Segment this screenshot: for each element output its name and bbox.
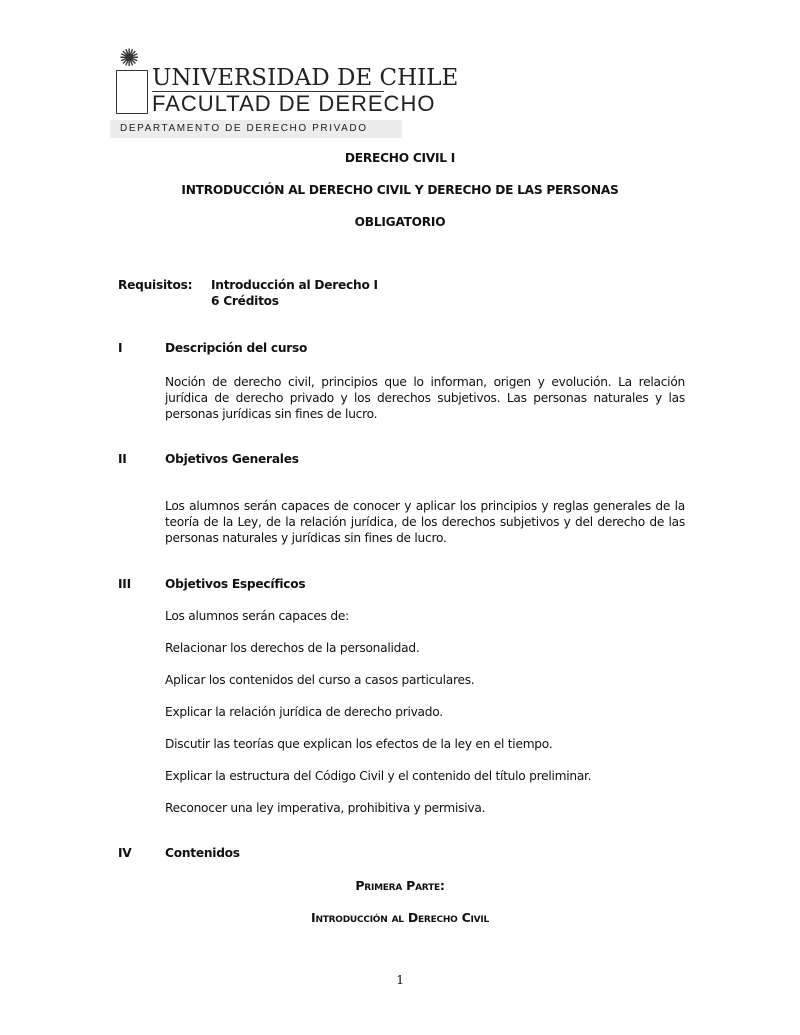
requisitos-credits: 6 Créditos <box>211 294 279 308</box>
part-title: Introducción al Derecho Civil <box>311 910 489 925</box>
requisitos-label: Requisitos: <box>118 278 193 292</box>
list-item: Discutir las teorías que explican los efectos de la ley en el tiempo. <box>165 737 553 751</box>
faculty-name: FACULTAD DE DERECHO <box>152 91 436 116</box>
page-number: 1 <box>396 973 404 987</box>
section-number: III <box>118 577 131 591</box>
section-title: Contenidos <box>165 846 240 860</box>
section-number: II <box>118 452 127 466</box>
part-label: Primera Parte: <box>355 878 445 893</box>
department-name: DEPARTAMENTO DE DERECHO PRIVADO <box>110 120 402 138</box>
section-text: Noción de derecho civil, principios que lo informan, origen y evolución. La relación jurídica de derecho privado y los derechos subjetivos. Las personas naturales y las personas jurídicas sin fines de lucro. <box>165 375 685 421</box>
list-item: Relacionar los derechos de la personalidad. <box>165 641 420 655</box>
course-type: OBLIGATORIO <box>354 215 446 229</box>
list-item: Aplicar los contenidos del curso a casos particulares. <box>165 673 475 687</box>
section-number: I <box>118 341 123 355</box>
university-crest-icon <box>116 70 148 114</box>
section-title: Objetivos Generales <box>165 452 299 466</box>
list-item: Los alumnos serán capaces de: <box>165 609 349 623</box>
section-title: Descripción del curso <box>165 341 308 355</box>
logo-star-icon: ✺ <box>119 44 139 72</box>
list-item: Explicar la relación jurídica de derecho privado. <box>165 705 443 719</box>
requisitos-course: Introducción al Derecho I <box>211 278 378 292</box>
list-item: Explicar la estructura del Código Civil y el contenido del título preliminar. <box>165 769 592 783</box>
section-title: Objetivos Específicos <box>165 577 306 591</box>
course-title: DERECHO CIVIL I <box>344 151 456 165</box>
course-subtitle: INTRODUCCIÓN AL DERECHO CIVIL Y DERECHO DE LAS PERSONAS <box>181 183 619 197</box>
university-name: UNIVERSIDAD DE CHILE <box>152 65 459 91</box>
list-item: Reconocer una ley imperativa, prohibitiva y permisiva. <box>165 801 486 815</box>
section-number: IV <box>118 846 132 860</box>
section-text: Los alumnos serán capaces de conocer y aplicar los principios y reglas generales de la teoría de la Ley, de la relación jurídica, de los derechos subjetivos y del derecho de las personas naturales y jurídicas sin fines de lucro. <box>165 499 685 545</box>
